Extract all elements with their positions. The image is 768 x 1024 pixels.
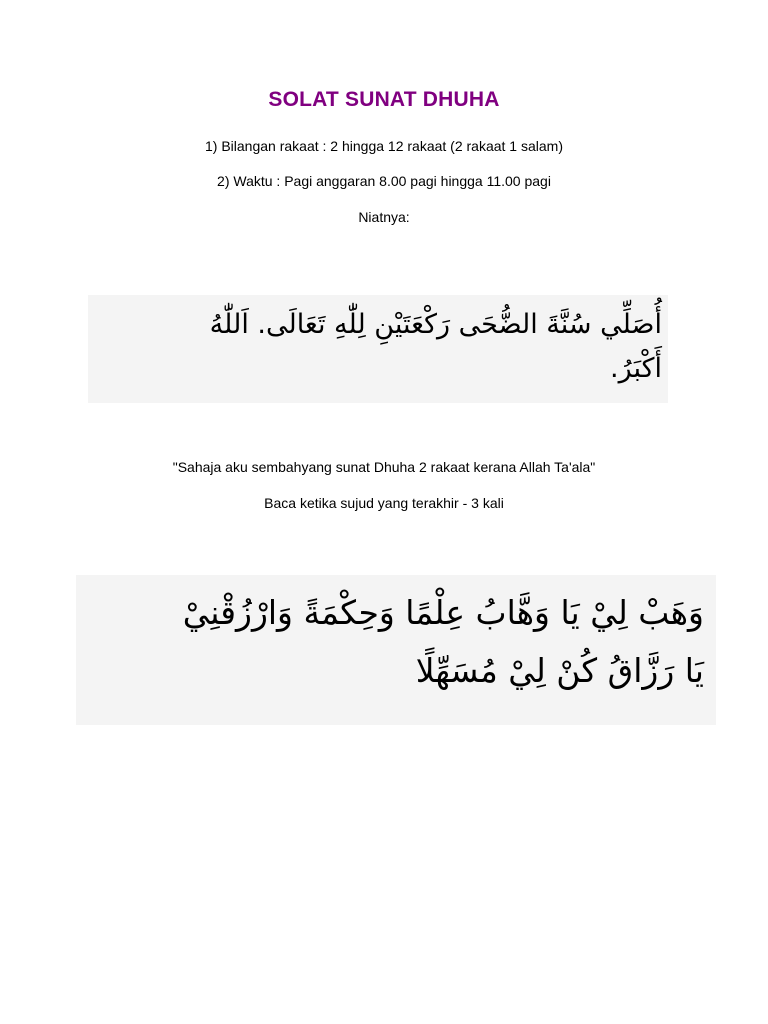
niat-arabic-line-2: أَكْبَرُ. xyxy=(610,353,662,384)
sujud-instruction-text: Baca ketika sujud yang terakhir - 3 kali xyxy=(264,495,504,511)
page-title: SOLAT SUNAT DHUHA xyxy=(268,88,500,111)
niatnya-label: Niatnya: xyxy=(358,209,410,225)
niat-arabic-image xyxy=(88,295,668,403)
doa-arabic-line-1: وَهَبْ لِيْ يَا وَهَّابُ عِلْمًا وَحِكْمَةً وَارْزُقْنِيْ xyxy=(182,593,704,632)
waktu-text: 2) Waktu : Pagi anggaran 8.00 pagi hingga 11.00 pagi xyxy=(217,173,551,189)
doa-arabic-line-2: يَا رَزَّاقُ كُنْ لِيْ مُسَهِّلًا xyxy=(415,651,704,690)
niat-translation-text: "Sahaja aku sembahyang sunat Dhuha 2 rakaat kerana Allah Ta'ala" xyxy=(172,459,596,475)
doa-arabic-image xyxy=(76,575,716,725)
bilangan-rakaat-text: 1) Bilangan rakaat : 2 hingga 12 rakaat (2 rakaat 1 salam) xyxy=(205,138,563,154)
niat-arabic-line-1: أُصَلِّي سُنَّةَ الضُّحَى رَكْعَتَيْنِ لِلّٰهِ تَعَالَى. اَللّٰهُ xyxy=(209,309,662,340)
